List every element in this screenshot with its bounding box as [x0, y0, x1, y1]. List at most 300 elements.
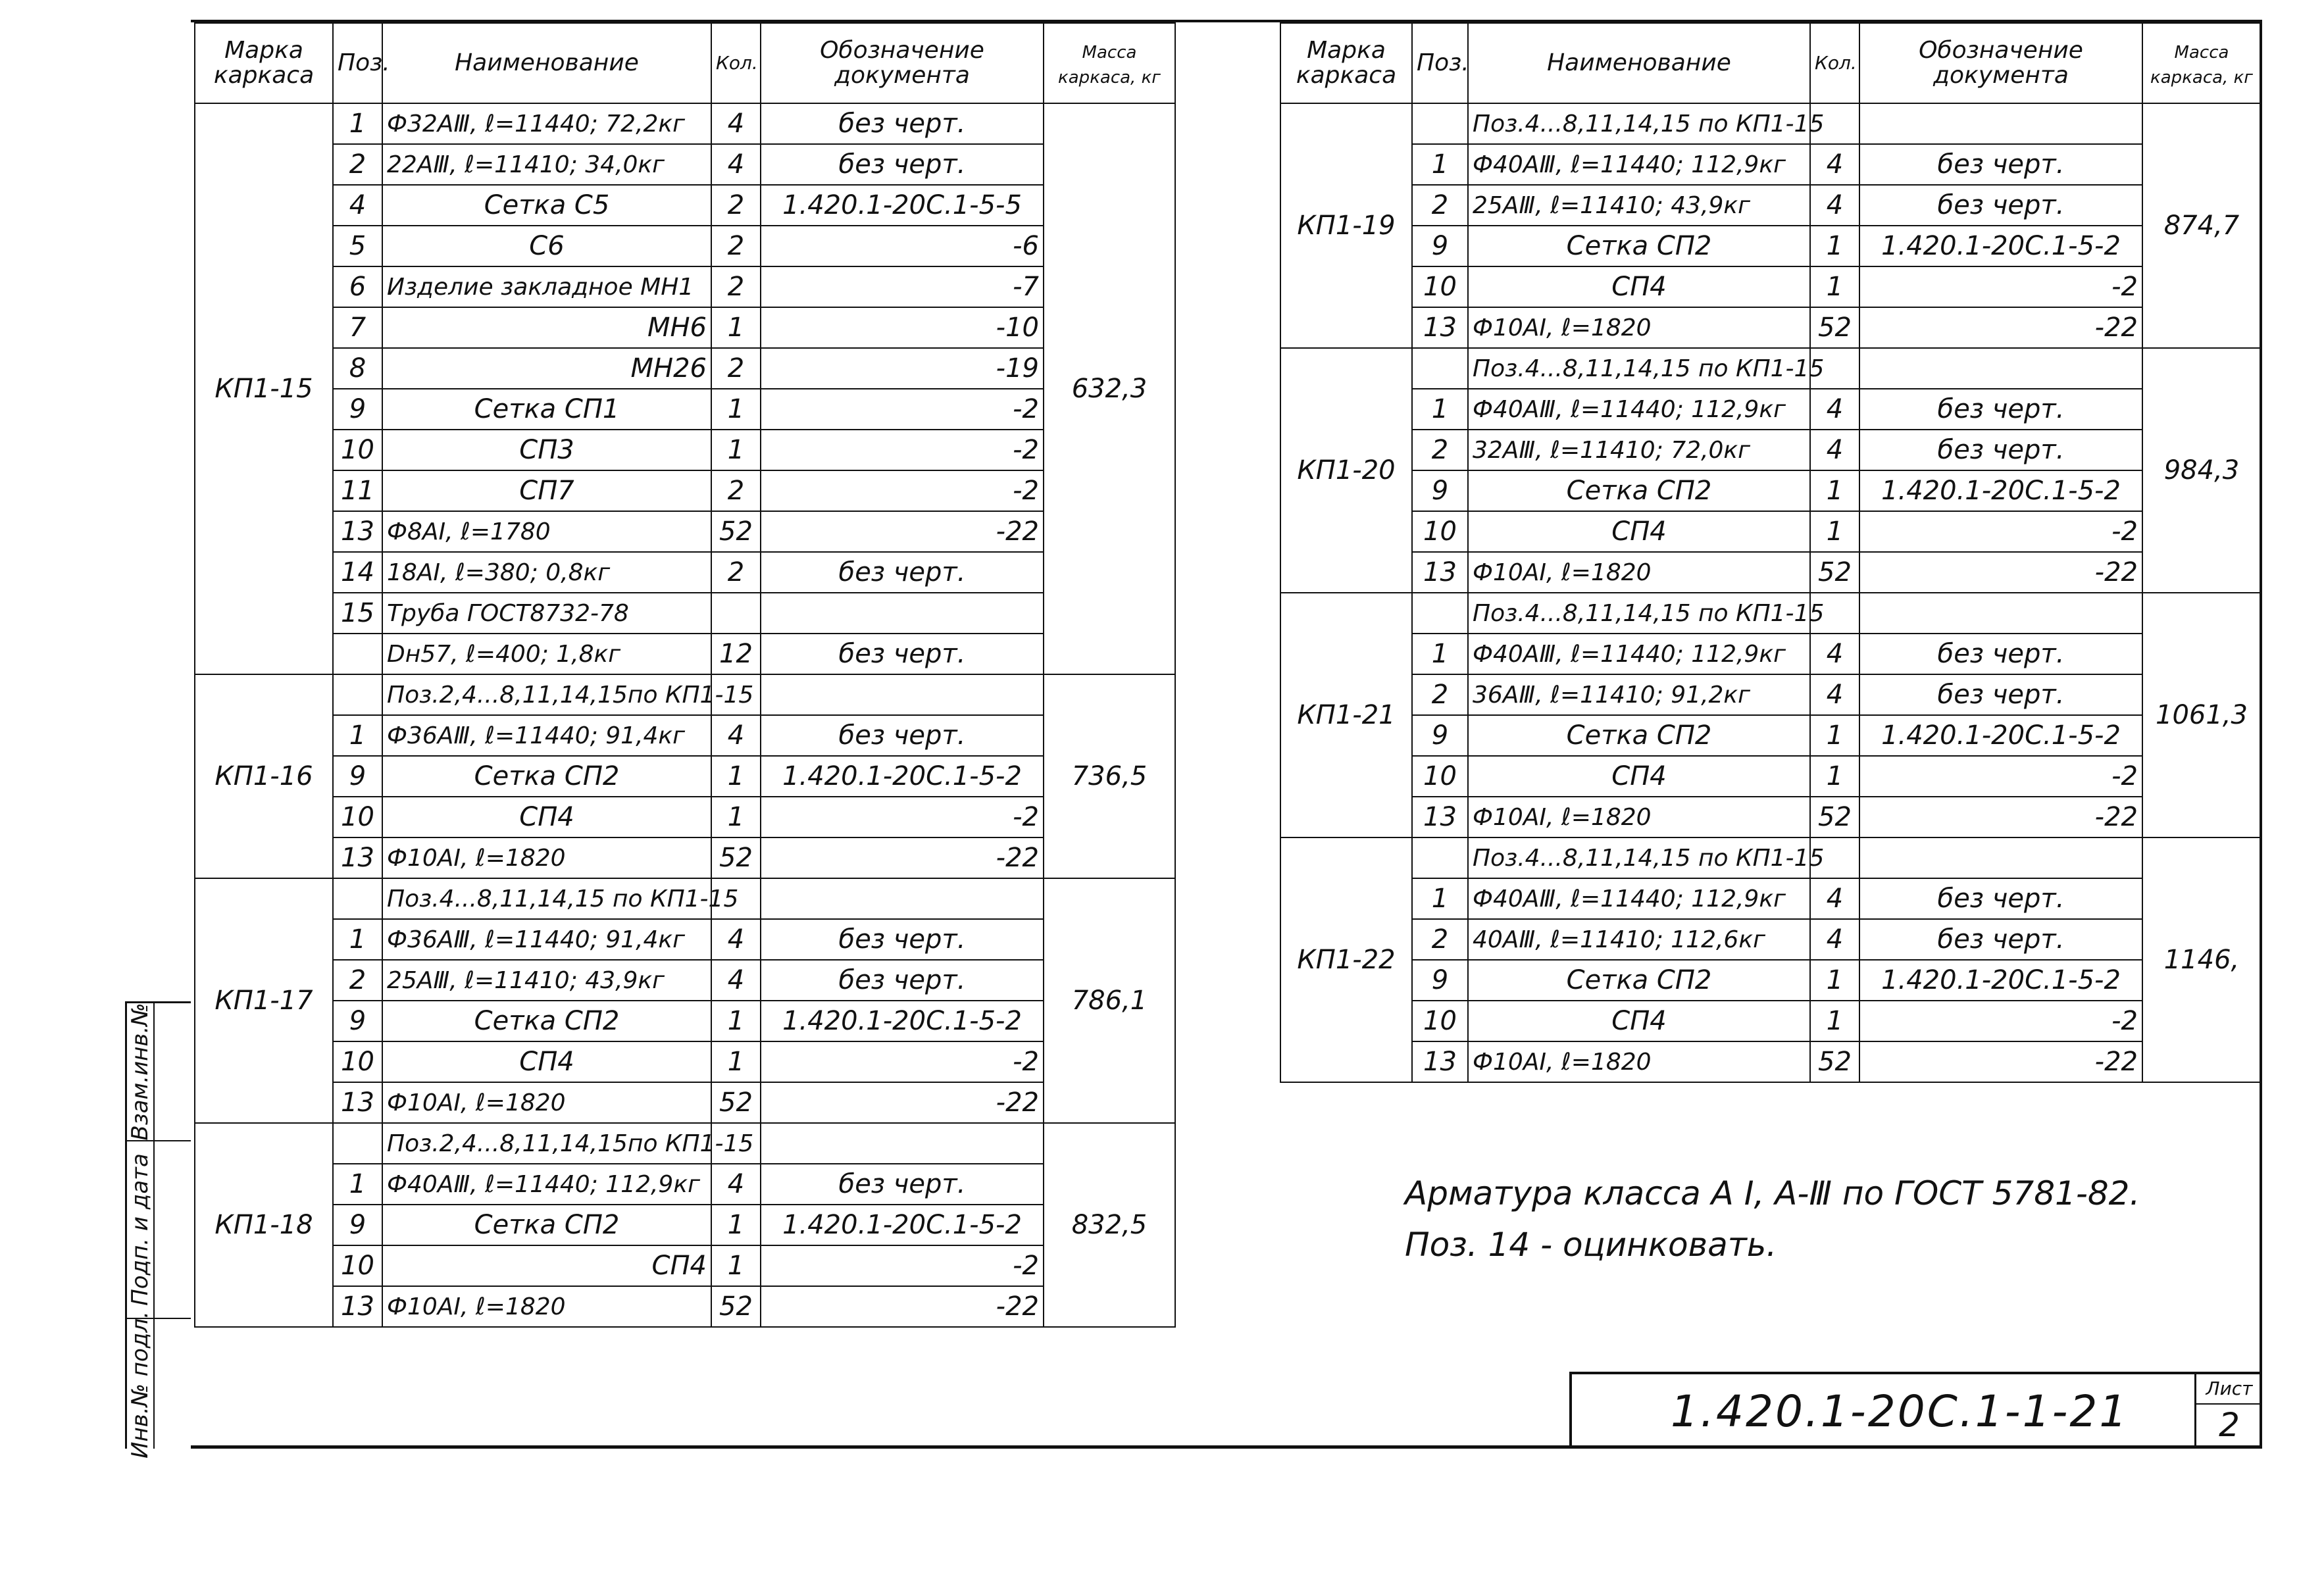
side-label-sign-date: Подп. и дата — [127, 1153, 153, 1306]
header-qty: Кол. — [1810, 23, 1859, 103]
cell-qty: 4 — [711, 144, 761, 185]
cell-pos: 10 — [1412, 511, 1468, 552]
sheet-number: 2 — [2219, 1406, 2240, 1444]
cell-pos: 11 — [333, 470, 382, 511]
cell-name: СП4 — [1468, 1001, 1810, 1041]
side-cell-sign-date — [127, 1141, 153, 1319]
cell-qty: 4 — [1810, 430, 1859, 470]
cell-name: Ф40АⅢ, ℓ=11440; 112,9кг — [1468, 634, 1810, 674]
header-name: Наименование — [382, 23, 711, 103]
cell-mass: 632,3 — [1044, 103, 1175, 674]
table-row — [1280, 593, 2261, 634]
table-row — [195, 144, 1175, 185]
cell-name: Ф40АⅢ, ℓ=11440; 112,9кг — [382, 1164, 711, 1205]
cell-qty: 1 — [1810, 1001, 1859, 1041]
cell-name: Поз.4...8,11,14,15 по КП1-15 — [382, 878, 711, 919]
cell-name: СП7 — [382, 470, 711, 511]
cell-qty: 4 — [1810, 919, 1859, 960]
cell-name: Сетка С5 — [382, 185, 711, 226]
cell-qty: 12 — [711, 634, 761, 674]
table-row — [1280, 919, 2261, 960]
cell-name: Сетка СП2 — [382, 1205, 711, 1245]
cell-doc: без черт. — [1859, 144, 2142, 185]
table-row — [195, 1205, 1175, 1245]
cell-qty: 4 — [1810, 878, 1859, 919]
note-line-2: Поз. 14 - оцинковать. — [1405, 1226, 1777, 1264]
header-pos: Поз. — [1412, 23, 1468, 103]
cell-pos: 9 — [1412, 715, 1468, 756]
cell-doc — [761, 1123, 1044, 1164]
cell-name: Ф10АⅠ, ℓ=1820 — [382, 837, 711, 878]
cell-pos: 10 — [333, 1041, 382, 1082]
cell-name: Ф40АⅢ, ℓ=11440; 112,9кг — [1468, 389, 1810, 430]
cell-qty: 1 — [711, 1001, 761, 1041]
cell-qty: 1 — [1810, 715, 1859, 756]
table-row — [1280, 634, 2261, 674]
header-mark: Марка каркаса — [195, 23, 333, 103]
cell-pos: 10 — [333, 430, 382, 470]
cell-name: С6 — [382, 226, 711, 266]
cell-name: Ф36АⅢ, ℓ=11440; 91,4кг — [382, 715, 711, 756]
cell-mark: КП1-20 — [1280, 348, 1412, 593]
table-row — [195, 348, 1175, 389]
table-row — [195, 511, 1175, 552]
cell-name: Поз.4...8,11,14,15 по КП1-15 — [1468, 593, 1810, 634]
side-value-replace-inv — [153, 1003, 191, 1141]
cell-name: Ф10АⅠ, ℓ=1820 — [1468, 307, 1810, 348]
cell-name: 25АⅢ, ℓ=11410; 43,9кг — [382, 960, 711, 1001]
cell-name: Ф10АⅠ, ℓ=1820 — [1468, 552, 1810, 593]
cell-pos: 1 — [1412, 878, 1468, 919]
side-label-inv-orig: Инв.№ подл. — [127, 1311, 153, 1459]
cell-doc: 1.420.1-20С.1-5-2 — [1859, 960, 2142, 1001]
cell-mark: КП1-21 — [1280, 593, 1412, 837]
spec-table-left — [194, 22, 1176, 1328]
cell-pos: 9 — [333, 1205, 382, 1245]
cell-qty: 52 — [711, 837, 761, 878]
cell-doc — [1859, 103, 2142, 144]
cell-doc: -19 — [761, 348, 1044, 389]
cell-doc: 1.420.1-20С.1-5-2 — [1859, 470, 2142, 511]
cell-name: Сетка СП2 — [1468, 226, 1810, 266]
cell-pos: 1 — [333, 1164, 382, 1205]
cell-name: Поз.4...8,11,14,15 по КП1-15 — [1468, 103, 1810, 144]
cell-pos: 8 — [333, 348, 382, 389]
cell-pos: 9 — [333, 389, 382, 430]
cell-pos: 13 — [1412, 797, 1468, 837]
cell-name: МН26 — [382, 348, 711, 389]
cell-doc: 1.420.1-20С.1-5-2 — [1859, 715, 2142, 756]
cell-name: Ф32АⅢ, ℓ=11440; 72,2кг — [382, 103, 711, 144]
table-row — [1280, 797, 2261, 837]
cell-name: Сетка СП2 — [382, 756, 711, 797]
cell-name: Ф10АⅠ, ℓ=1820 — [1468, 797, 1810, 837]
table-row — [195, 674, 1175, 715]
note-line-1: Арматура класса А Ⅰ, А-Ⅲ по ГОСТ 5781-82. — [1405, 1174, 2140, 1212]
cell-doc: без черт. — [761, 919, 1044, 960]
header-mass-text: Масса каркаса, кг — [2150, 43, 2253, 87]
cell-name: Ф36АⅢ, ℓ=11440; 91,4кг — [382, 919, 711, 960]
cell-qty: 1 — [1810, 470, 1859, 511]
cell-doc: -7 — [761, 266, 1044, 307]
cell-pos: 5 — [333, 226, 382, 266]
cell-name: Ф40АⅢ, ℓ=11440; 112,9кг — [1468, 878, 1810, 919]
sheet-cell — [2194, 1374, 2262, 1449]
cell-doc: -2 — [1859, 511, 2142, 552]
cell-pos: 1 — [1412, 389, 1468, 430]
table-row — [195, 797, 1175, 837]
cell-name: Поз.4...8,11,14,15 по КП1-15 — [1468, 348, 1810, 389]
cell-pos: 7 — [333, 307, 382, 348]
cell-pos: 13 — [333, 1082, 382, 1123]
table-row — [1280, 470, 2261, 511]
cell-qty: 4 — [711, 715, 761, 756]
cell-name: 22АⅢ, ℓ=11410; 34,0кг — [382, 144, 711, 185]
cell-pos: 1 — [333, 919, 382, 960]
cell-mark: КП1-16 — [195, 674, 333, 878]
cell-pos — [333, 634, 382, 674]
cell-pos: 10 — [1412, 266, 1468, 307]
cell-pos: 2 — [1412, 430, 1468, 470]
cell-qty: 1 — [711, 756, 761, 797]
cell-doc: -22 — [761, 837, 1044, 878]
cell-pos: 1 — [333, 715, 382, 756]
cell-qty: 1 — [711, 307, 761, 348]
table-row — [195, 103, 1175, 144]
cell-pos: 6 — [333, 266, 382, 307]
cell-doc — [1859, 593, 2142, 634]
cell-doc: -2 — [761, 389, 1044, 430]
cell-doc: без черт. — [1859, 919, 2142, 960]
cell-pos — [1412, 593, 1468, 634]
cell-doc: без черт. — [761, 103, 1044, 144]
table-row — [1280, 348, 2261, 389]
cell-pos: 2 — [1412, 674, 1468, 715]
cell-name: СП3 — [382, 430, 711, 470]
cell-name: Сетка СП2 — [382, 1001, 711, 1041]
cell-qty: 1 — [1810, 226, 1859, 266]
table-row — [1280, 144, 2261, 185]
side-stamp — [125, 1001, 191, 1459]
cell-pos: 2 — [1412, 185, 1468, 226]
table-row — [195, 919, 1175, 960]
cell-pos: 2 — [333, 960, 382, 1001]
cell-name: СП4 — [382, 797, 711, 837]
table-row — [195, 552, 1175, 593]
cell-qty: 52 — [1810, 307, 1859, 348]
cell-qty: 1 — [1810, 266, 1859, 307]
cell-qty: 4 — [1810, 144, 1859, 185]
cell-doc: -22 — [761, 1082, 1044, 1123]
cell-doc: -2 — [761, 470, 1044, 511]
cell-pos: 2 — [1412, 919, 1468, 960]
cell-pos — [333, 674, 382, 715]
cell-name: Dн57, ℓ=400; 1,8кг — [382, 634, 711, 674]
side-value-sign-date — [153, 1141, 191, 1319]
header-mass — [2142, 23, 2261, 103]
cell-name: Поз.4...8,11,14,15 по КП1-15 — [1468, 837, 1810, 878]
side-cell-inv-orig — [127, 1311, 153, 1459]
table-row — [1280, 715, 2261, 756]
cell-pos — [1412, 837, 1468, 878]
cell-doc: без черт. — [1859, 878, 2142, 919]
cell-qty: 1 — [711, 797, 761, 837]
cell-mass: 984,3 — [2142, 348, 2261, 593]
table-row — [195, 389, 1175, 430]
cell-pos: 1 — [333, 103, 382, 144]
spec-table-right — [1280, 22, 2261, 1083]
cell-qty: 2 — [711, 470, 761, 511]
cell-doc: -10 — [761, 307, 1044, 348]
cell-name: Сетка СП1 — [382, 389, 711, 430]
cell-doc: без черт. — [761, 1164, 1044, 1205]
cell-name: Ф10АⅠ, ℓ=1820 — [382, 1286, 711, 1327]
cell-qty: 52 — [1810, 797, 1859, 837]
cell-pos: 2 — [333, 144, 382, 185]
cell-mark: КП1-17 — [195, 878, 333, 1123]
cell-pos: 10 — [333, 1245, 382, 1286]
table-row — [1280, 430, 2261, 470]
cell-pos: 9 — [1412, 470, 1468, 511]
cell-name: Поз.2,4...8,11,14,15по КП1-15 — [382, 1123, 711, 1164]
cell-mass: 832,5 — [1044, 1123, 1175, 1327]
cell-name: Ф10АⅠ, ℓ=1820 — [382, 1082, 711, 1123]
sheet-label: Лист — [2196, 1374, 2262, 1405]
cell-doc: без черт. — [761, 960, 1044, 1001]
cell-pos: 10 — [333, 797, 382, 837]
cell-name: СП4 — [382, 1245, 711, 1286]
cell-mass: 786,1 — [1044, 878, 1175, 1123]
cell-pos: 13 — [1412, 1041, 1468, 1082]
cell-qty: 4 — [711, 960, 761, 1001]
cell-doc: 1.420.1-20С.1-5-2 — [1859, 226, 2142, 266]
header-name: Наименование — [1468, 23, 1810, 103]
table-row — [1280, 511, 2261, 552]
cell-pos — [333, 1123, 382, 1164]
cell-name: Сетка СП2 — [1468, 470, 1810, 511]
cell-name: Изделие закладное МН1 — [382, 266, 711, 307]
table-row — [1280, 226, 2261, 266]
cell-pos: 13 — [333, 511, 382, 552]
cell-qty — [711, 593, 761, 634]
cell-qty: 1 — [1810, 960, 1859, 1001]
cell-pos — [1412, 348, 1468, 389]
table-row — [195, 1001, 1175, 1041]
cell-qty: 1 — [711, 430, 761, 470]
table-row — [195, 185, 1175, 226]
table-row — [1280, 1041, 2261, 1082]
cell-qty: 52 — [711, 1082, 761, 1123]
cell-doc: без черт. — [1859, 430, 2142, 470]
header-mass — [1044, 23, 1175, 103]
table-row — [1280, 1001, 2261, 1041]
cell-doc: 1.420.1-20С.1-5-2 — [761, 1205, 1044, 1245]
cell-qty: 1 — [711, 1245, 761, 1286]
table-row — [1280, 185, 2261, 226]
cell-name: СП4 — [1468, 511, 1810, 552]
cell-doc: -2 — [761, 430, 1044, 470]
cell-pos: 1 — [1412, 634, 1468, 674]
cell-name: Поз.2,4...8,11,14,15по КП1-15 — [382, 674, 711, 715]
table-row — [1280, 389, 2261, 430]
table-row — [195, 1164, 1175, 1205]
cell-qty: 2 — [711, 348, 761, 389]
table-row — [1280, 103, 2261, 144]
cell-qty: 2 — [711, 185, 761, 226]
cell-qty: 1 — [711, 1205, 761, 1245]
cell-qty: 4 — [1810, 389, 1859, 430]
cell-pos: 9 — [333, 756, 382, 797]
cell-doc — [761, 593, 1044, 634]
cell-pos: 14 — [333, 552, 382, 593]
cell-pos — [1412, 103, 1468, 144]
table-row — [195, 756, 1175, 797]
cell-doc: 1.420.1-20С.1-5-5 — [761, 185, 1044, 226]
cell-doc: 1.420.1-20С.1-5-2 — [761, 1001, 1044, 1041]
cell-pos: 13 — [1412, 307, 1468, 348]
cell-name: СП4 — [1468, 266, 1810, 307]
table-row — [1280, 307, 2261, 348]
cell-name: СП4 — [382, 1041, 711, 1082]
cell-doc — [761, 674, 1044, 715]
cell-qty: 1 — [1810, 756, 1859, 797]
cell-doc: -22 — [1859, 1041, 2142, 1082]
cell-doc: -2 — [1859, 1001, 2142, 1041]
header-doc: Обозначение документа — [761, 23, 1044, 103]
cell-name: 36АⅢ, ℓ=11410; 91,2кг — [1468, 674, 1810, 715]
table-row — [195, 1245, 1175, 1286]
header-doc: Обозначение документа — [1859, 23, 2142, 103]
cell-doc: без черт. — [1859, 389, 2142, 430]
table-row — [195, 226, 1175, 266]
cell-name: Сетка СП2 — [1468, 715, 1810, 756]
cell-doc: -2 — [761, 1245, 1044, 1286]
cell-doc: без черт. — [1859, 185, 2142, 226]
cell-pos: 9 — [1412, 226, 1468, 266]
table-row — [195, 878, 1175, 919]
cell-doc: 1.420.1-20С.1-5-2 — [761, 756, 1044, 797]
table-row — [195, 1123, 1175, 1164]
cell-pos: 13 — [333, 1286, 382, 1327]
cell-pos: 4 — [333, 185, 382, 226]
cell-name: Ф10АⅠ, ℓ=1820 — [1468, 1041, 1810, 1082]
table-row — [195, 266, 1175, 307]
table-row — [195, 470, 1175, 511]
table-row — [195, 960, 1175, 1001]
cell-qty: 4 — [1810, 185, 1859, 226]
header-mark: Марка каркаса — [1280, 23, 1412, 103]
side-cell-replace-inv — [127, 1003, 153, 1141]
cell-mark: КП1-22 — [1280, 837, 1412, 1082]
table-row — [1280, 837, 2261, 878]
cell-qty: 52 — [1810, 552, 1859, 593]
table-row — [1280, 756, 2261, 797]
table-row — [1280, 266, 2261, 307]
cell-qty: 52 — [711, 511, 761, 552]
cell-qty: 4 — [711, 103, 761, 144]
cell-doc: без черт. — [1859, 634, 2142, 674]
cell-name: Ф8АⅠ, ℓ=1780 — [382, 511, 711, 552]
cell-mass: 874,7 — [2142, 103, 2261, 348]
cell-doc: -22 — [1859, 307, 2142, 348]
cell-pos: 10 — [1412, 756, 1468, 797]
cell-mark: КП1-15 — [195, 103, 333, 674]
cell-qty: 4 — [711, 1164, 761, 1205]
cell-pos: 13 — [333, 837, 382, 878]
cell-qty: 2 — [711, 266, 761, 307]
table-row — [1280, 674, 2261, 715]
table-row — [195, 1041, 1175, 1082]
cell-doc: без черт. — [761, 552, 1044, 593]
cell-name: Сетка СП2 — [1468, 960, 1810, 1001]
cell-pos: 9 — [333, 1001, 382, 1041]
cell-pos: 1 — [1412, 144, 1468, 185]
cell-pos: 13 — [1412, 552, 1468, 593]
table-row — [195, 1082, 1175, 1123]
cell-qty: 52 — [711, 1286, 761, 1327]
cell-qty: 2 — [711, 552, 761, 593]
cell-mass: 736,5 — [1044, 674, 1175, 878]
cell-doc — [1859, 348, 2142, 389]
cell-doc: -22 — [761, 1286, 1044, 1327]
cell-doc: -2 — [761, 797, 1044, 837]
cell-name: 40АⅢ, ℓ=11410; 112,6кг — [1468, 919, 1810, 960]
cell-doc: -22 — [1859, 797, 2142, 837]
cell-mass: 1061,3 — [2142, 593, 2261, 837]
title-block — [1569, 1372, 2262, 1449]
table-row — [195, 593, 1175, 634]
cell-qty: 1 — [1810, 511, 1859, 552]
table-row — [1280, 960, 2261, 1001]
cell-name: 32АⅢ, ℓ=11410; 72,0кг — [1468, 430, 1810, 470]
cell-doc: -2 — [761, 1041, 1044, 1082]
side-stamp-label-column — [127, 1003, 155, 1459]
header-pos: Поз. — [333, 23, 382, 103]
cell-doc — [1859, 837, 2142, 878]
cell-name: МН6 — [382, 307, 711, 348]
cell-doc: -6 — [761, 226, 1044, 266]
cell-name: 25АⅢ, ℓ=11410; 43,9кг — [1468, 185, 1810, 226]
table-row — [195, 307, 1175, 348]
cell-name: 18АⅠ, ℓ=380; 0,8кг — [382, 552, 711, 593]
table-row — [1280, 552, 2261, 593]
cell-pos: 9 — [1412, 960, 1468, 1001]
document-code: 1.420.1-20С.1-1-21 — [1671, 1386, 2129, 1437]
side-stamp-value-column — [153, 1003, 191, 1449]
cell-mark: КП1-19 — [1280, 103, 1412, 348]
cell-doc: -22 — [761, 511, 1044, 552]
cell-qty: 4 — [1810, 634, 1859, 674]
cell-doc: -2 — [1859, 266, 2142, 307]
drawing-notes — [1405, 1168, 2140, 1270]
cell-name: Труба ГОСТ8732-78 — [382, 593, 711, 634]
cell-mass: 1146, — [2142, 837, 2261, 1082]
cell-mark: КП1-18 — [195, 1123, 333, 1327]
side-label-replace-inv: Взам.инв.№ — [127, 1003, 153, 1141]
header-qty: Кол. — [711, 23, 761, 103]
header-mass-text: Масса каркаса, кг — [1058, 43, 1161, 87]
cell-doc — [761, 878, 1044, 919]
cell-doc: без черт. — [761, 144, 1044, 185]
table-row — [1280, 878, 2261, 919]
cell-qty: 1 — [711, 1041, 761, 1082]
cell-doc: без черт. — [761, 715, 1044, 756]
cell-pos: 10 — [1412, 1001, 1468, 1041]
cell-qty: 52 — [1810, 1041, 1859, 1082]
cell-doc: -22 — [1859, 552, 2142, 593]
cell-doc: без черт. — [1859, 674, 2142, 715]
cell-qty: 2 — [711, 226, 761, 266]
